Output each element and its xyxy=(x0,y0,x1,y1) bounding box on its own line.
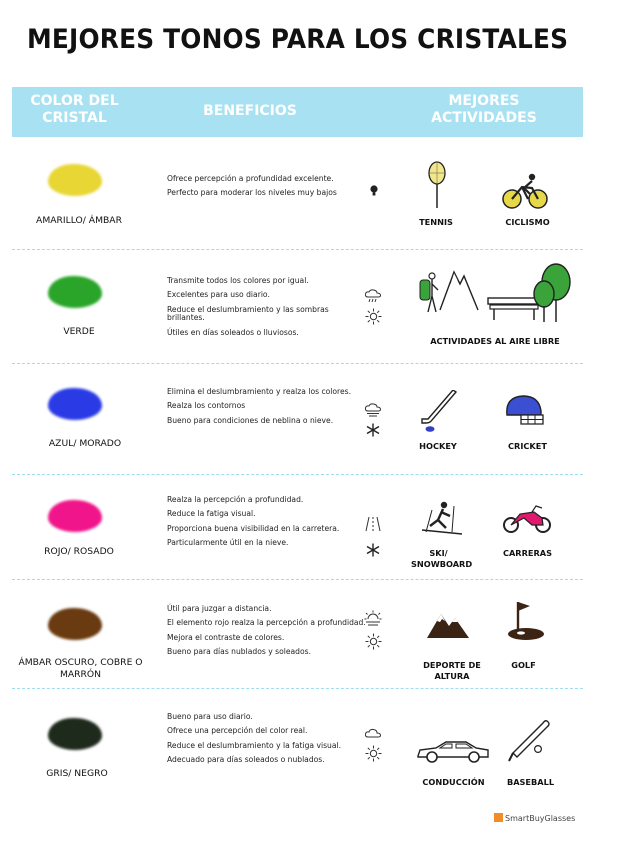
benefit-item: Realza la percepción a profundidad. xyxy=(167,495,304,504)
benefit-item: Bueno para uso diario. xyxy=(167,712,253,721)
benefit-item: Adecuado para días soleados o nublados. xyxy=(167,755,325,765)
header-benefits: BENEFICIOS xyxy=(203,103,297,119)
motorcycle-icon xyxy=(502,504,552,534)
snowflake-icon xyxy=(366,423,380,437)
benefit-item: Elimina el deslumbramiento y realza los colores. xyxy=(167,387,352,396)
activity-label: CICLISMO xyxy=(505,217,550,227)
outdoor-park-icon xyxy=(416,262,576,324)
snowflake-icon xyxy=(366,543,380,557)
benefit-item: El elemento rojo realza la percepción a profundidad. xyxy=(167,618,366,628)
hockey-stick-icon xyxy=(420,390,460,434)
benefits-list xyxy=(167,605,367,663)
lens-swatch-amarillo xyxy=(48,164,102,196)
sun-icon xyxy=(365,633,382,650)
brand-name: SmartBuyGlasses xyxy=(505,814,576,823)
header-lens-color: COLOR DEL CRISTAL xyxy=(30,93,119,126)
rain-cloud-icon xyxy=(364,289,382,303)
benefit-item: Proporciona buena visibilidad en la carretera. xyxy=(167,523,340,533)
header-activities: MEJORES ACTIVIDADES xyxy=(431,93,537,126)
activity-label: GOLF xyxy=(511,660,536,670)
car-icon xyxy=(416,740,490,764)
road-icon xyxy=(365,516,381,532)
row-divider xyxy=(12,688,583,689)
benefits-list xyxy=(167,175,367,204)
cloud-icon xyxy=(364,727,382,739)
benefit-item: Ofrece percepción a profundidad excelente. xyxy=(167,174,334,183)
benefit-item: Reduce la fatiga visual. xyxy=(167,509,256,519)
lens-name: ÁMBAR OSCURO, COBRE O MARRÓN xyxy=(18,657,143,680)
benefit-item: Mejora el contraste de colores. xyxy=(167,632,285,642)
sunset-icon xyxy=(364,610,382,626)
lightbulb-icon xyxy=(369,184,379,198)
row-divider xyxy=(12,474,583,475)
benefits-list xyxy=(167,388,367,431)
brand-logo xyxy=(494,813,503,822)
row-divider xyxy=(12,363,583,364)
activity-label: ACTIVIDADES AL AIRE LIBRE xyxy=(430,336,560,346)
benefit-item: Excelentes para uso diario. xyxy=(167,290,270,300)
lens-name: AZUL/ MORADO xyxy=(48,438,122,449)
lens-name: AMARILLO/ ÁMBAR xyxy=(36,215,122,226)
table-header xyxy=(12,87,583,137)
row-divider xyxy=(12,579,583,580)
activity-label: HOCKEY xyxy=(419,441,457,451)
lens-name: GRIS/ NEGRO xyxy=(46,768,108,779)
sun-icon xyxy=(365,308,382,325)
benefit-item: Útil para juzgar a distancia. xyxy=(167,604,272,613)
lens-swatch-gris xyxy=(48,718,102,750)
benefit-item: Ofrece una percepción del color real. xyxy=(167,726,308,736)
cyclist-icon xyxy=(502,172,548,210)
activity-label: DEPORTE DE ALTURA xyxy=(423,660,481,681)
tennis-racket-icon xyxy=(426,160,448,210)
activity-label: SKI/ SNOWBOARD xyxy=(411,548,473,569)
lens-swatch-rojo xyxy=(48,500,102,532)
activity-label: CONDUCCIÓN xyxy=(422,777,485,787)
lens-swatch-azul xyxy=(48,388,102,420)
benefit-item: Reduce el deslumbramiento y las sombras brillantes. xyxy=(167,304,329,323)
benefit-item: Perfecto para moderar los niveles muy bajos xyxy=(167,188,337,198)
lens-name: ROJO/ ROSADO xyxy=(44,546,114,557)
brand-footer xyxy=(494,813,575,823)
activity-label: TENNIS xyxy=(419,217,453,227)
benefits-list xyxy=(167,713,367,771)
sun-icon xyxy=(365,745,382,762)
golf-flag-icon xyxy=(506,600,546,642)
benefit-item: Transmite todos los colores por igual. xyxy=(167,276,309,285)
cricket-helmet-icon xyxy=(503,393,545,427)
benefit-item: Particularmente útil en la nieve. xyxy=(167,538,289,548)
benefit-item: Bueno para condiciones de neblina o nieve. xyxy=(167,415,334,425)
benefit-item: Útiles en días soleados o lluviosos. xyxy=(167,327,299,337)
row-divider xyxy=(12,249,583,250)
activity-label: CRICKET xyxy=(508,441,547,451)
benefit-item: Bueno para días nublados y soleados. xyxy=(167,647,312,657)
benefits-list xyxy=(167,277,367,343)
lens-swatch-marron xyxy=(48,608,102,640)
skier-icon xyxy=(420,500,464,538)
benefits-list xyxy=(167,496,367,554)
page-title: MEJORES TONOS PARA LOS CRISTALES xyxy=(27,24,569,55)
lens-name: VERDE xyxy=(63,326,95,337)
mountain-icon xyxy=(427,610,469,640)
benefit-item: Reduce el deslumbramiento y la fatiga visual. xyxy=(167,740,342,750)
lens-swatch-verde xyxy=(48,276,102,308)
baseball-icon xyxy=(507,719,551,763)
activity-label: CARRERAS xyxy=(502,548,553,558)
benefit-item: Realza los contornos xyxy=(167,401,246,411)
activity-label: BASEBALL xyxy=(506,777,555,787)
fog-cloud-icon xyxy=(364,403,382,417)
